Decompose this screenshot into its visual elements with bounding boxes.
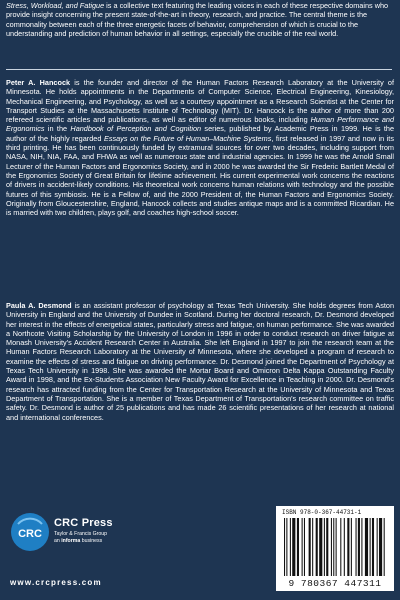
barcode-panel xyxy=(276,506,394,591)
author-bio-hancock xyxy=(6,78,394,217)
barcode-bar xyxy=(356,518,357,576)
barcode-bar xyxy=(309,518,311,576)
barcode-bar xyxy=(358,518,360,576)
bio-text: series, published by Academic Press in 1999. He is the author of the highly regarded xyxy=(6,124,395,143)
barcode-bar xyxy=(292,518,295,576)
barcode-bar xyxy=(344,518,345,576)
publisher-business: an informa business xyxy=(54,538,103,544)
barcode-bar xyxy=(302,518,303,576)
barcode-bar xyxy=(290,518,291,576)
barcode-bar xyxy=(384,518,385,576)
barcode-bar xyxy=(372,518,374,576)
book-reference: Essays on the Future of Human–Machine Systems xyxy=(103,133,272,143)
section-divider xyxy=(6,69,392,70)
barcode-bar xyxy=(312,518,313,576)
barcode-bar xyxy=(284,518,285,576)
ean13-barcode-icon xyxy=(284,518,386,576)
barcode-bar xyxy=(351,518,352,576)
barcode-bar xyxy=(286,518,287,576)
barcode-bar xyxy=(340,518,341,576)
bio-text: in the xyxy=(44,124,71,134)
barcode-number: 9 780367 447311 xyxy=(288,578,382,589)
barcode-bar xyxy=(347,518,349,576)
barcode-bar xyxy=(324,518,325,576)
publisher-name: CRC Press xyxy=(54,517,113,529)
logo-letters: CRC xyxy=(18,528,42,540)
crc-press-logo-icon xyxy=(10,512,50,552)
book-reference: Handbook of Perception and Cognition xyxy=(70,124,202,134)
book-description xyxy=(6,1,394,38)
bio-text: is an assistant professor of psychology at Texas Tech University. She holds degrees from Aston University in England and the University of Dundee in Scotland. During her doctoral research, Dr. Desmond developed her interest in the effects of energetical states, particularly stress and fatigue, on human performance. She was awarded a Northcote Visiting Scholarship by the University of London in 1996 in order to conduct research on driver fatigue at Monash University's Accident Research Center in Australia. She left England in 1997 to join the research team at the Human Factors Research Laboratory at the University of Minnesota, where she developed a program of research to examine the effects of stress and fatigue on driving performance. Dr. Desmond joined the Department of Psychology at Texas Tech University in 1998. She was awarded the Mortar Board and Omicron Delta Kappa Outstanding Faculty Award in 1998, and the Ex-Students Association New Faculty Award for Excellence in Teaching in 2000. Dr. Desmond's research has attracted funding from the Center for Transportation Research at the University of Minnesota and Texas Department of Transportation. She is a member of Texas Department of Transportation's research committee on traffic safety. Dr. Desmond is author of 25 publications and has made 26 scientific presentations of her research at national and international conferences. xyxy=(6,301,394,422)
description-text: is a collective text featuring the leading voices in each of these respective domains who provide insight concerning the present state-of-the-art in theory, research, and practice. The central theme is the commonality between each of the three energetic facets of behavior, comprehension of which is crucial to the understanding and prediction of human behavior in all settings, especially the crucible of the real world. xyxy=(6,1,389,38)
author-name-desmond: Paula A. Desmond xyxy=(6,301,72,310)
barcode-bar xyxy=(336,518,337,576)
barcode-bar xyxy=(365,518,368,576)
author-bio-desmond xyxy=(6,301,394,422)
barcode-bar xyxy=(326,518,328,576)
barcode-bar xyxy=(361,518,362,576)
barcode-bar xyxy=(370,518,371,576)
barcode-bar xyxy=(316,518,318,576)
publisher-group: Taylor & Francis Group xyxy=(54,531,108,537)
book-reference: Human Performance and Ergonomics xyxy=(6,115,395,134)
barcode-bar xyxy=(333,518,334,576)
book-title: Stress, Workload, and Fatigue xyxy=(6,1,105,10)
barcode-bar xyxy=(319,518,322,576)
publisher-logo xyxy=(10,512,170,572)
barcode-bar xyxy=(379,518,382,576)
bio-text: is the founder and director of the Human Factors Research Laboratory at the University of Minnesota. He holds appointments in the Departments of Computer Science, Electrical Engineering, Kinesiology, Mechanical Engineering, and Psychology, as well as a courtesy appointment as a Research Scientist at the Center for Transport Studies at the Massachusetts Institute of Technology (MIT). Dr. Hancock is the author of more than 200 refereed scientific articles and publications, as well as editor of numerous books, including xyxy=(6,78,394,125)
author-name-hancock: Peter A. Hancock xyxy=(6,78,71,87)
barcode-bar xyxy=(297,518,299,576)
barcode-bar xyxy=(377,518,378,576)
publisher-website: www.crcpress.com xyxy=(10,578,102,587)
isbn-label: ISBN 978-0-367-44731-1 xyxy=(282,509,362,516)
bio-text: , first released in 1997 and now in its third printing. He has been continuously funded by extramural sources for over two decades, including support from NASA, NIH, NIA, FAA, and FHWA as well as numerous state and industrial agencies. In 1999 he was the Arnold Small Lecturer of the Human Factors and Ergonomics Society, and in 2000 he was awarded the Sir Frederic Bartlett Medal of the Ergonomics Society of Great Britain for lifetime achievement. His current experimental work concerns the reactions of drivers in accident-likely conditions. His theoretical work concerns human relations with technology and the possible futures of this symbiosis. He is a Fellow of, and the 2000 President of, the Human Factors and Ergonomics Society. Originally from Gloucestershire, England, Hancock collects and studies antique maps and is a committed Ricardian. He is married with two children, plays golf, and coaches high-school soccer. xyxy=(6,133,394,218)
barcode-bar xyxy=(304,518,305,576)
barcode-bar xyxy=(331,518,332,576)
